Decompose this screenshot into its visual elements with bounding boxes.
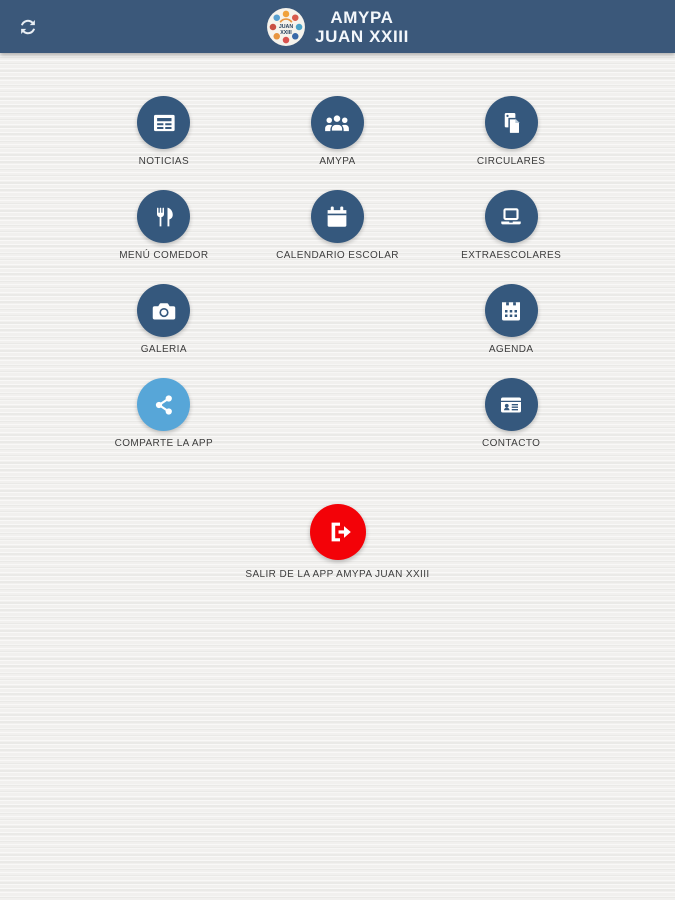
calendar-icon: [322, 202, 352, 232]
sign-out-icon: [322, 516, 354, 548]
menu-item-label: AGENDA: [488, 344, 534, 355]
contacto-circle[interactable]: [485, 378, 538, 431]
menu-item-comparte-la-app[interactable]: [77, 378, 251, 472]
sync-icon: [17, 16, 39, 38]
menu-item-agenda[interactable]: [424, 284, 598, 378]
menu-item-extraescolares[interactable]: [424, 190, 598, 284]
extraescolares-circle[interactable]: [485, 190, 538, 243]
galeria-circle[interactable]: [137, 284, 190, 337]
laptop-icon: [496, 202, 526, 232]
menu-cell-empty: [251, 378, 425, 472]
title-group: [266, 7, 409, 47]
menu-item-calendario-escolar[interactable]: [251, 190, 425, 284]
menu-item-noticias[interactable]: [77, 96, 251, 190]
menu-item-menu-comedor[interactable]: [77, 190, 251, 284]
amypa-circle[interactable]: [311, 96, 364, 149]
menu-item-label: GALERIA: [140, 344, 187, 355]
menu-cell-empty: [251, 284, 425, 378]
menu-item-label: CONTACTO: [481, 438, 541, 449]
exit-app-button[interactable]: [310, 504, 366, 560]
camera-icon: [149, 296, 179, 326]
noticias-circle[interactable]: [137, 96, 190, 149]
menu-item-label: NOTICIAS: [138, 156, 190, 167]
calendario-escolar-circle[interactable]: [311, 190, 364, 243]
comparte-la-app-circle[interactable]: [137, 378, 190, 431]
calendar-grid-icon: [496, 296, 526, 326]
people-icon: [322, 108, 352, 138]
exit-app-label: SALIR DE LA APP AMYPA JUAN XXIII: [245, 569, 430, 580]
menu-comedor-circle[interactable]: [137, 190, 190, 243]
menu-item-label: MENÚ COMEDOR: [119, 250, 209, 261]
svg-text:JUAN: JUAN: [278, 23, 294, 30]
menu-grid: [77, 96, 598, 472]
menu-item-galeria[interactable]: [77, 284, 251, 378]
menu-item-amypa[interactable]: [251, 96, 425, 190]
menu-item-contacto[interactable]: [424, 378, 598, 472]
page-title: [315, 8, 409, 46]
circulares-circle[interactable]: [485, 96, 538, 149]
menu-item-label: CIRCULARES: [476, 156, 546, 167]
contact-card-icon: [496, 390, 526, 420]
cutlery-icon: [149, 202, 179, 232]
menu-item-label: COMPARTE LA APP: [114, 438, 214, 449]
menu-item-circulares[interactable]: [424, 96, 598, 190]
refresh-button[interactable]: [13, 12, 43, 42]
app-logo: [266, 7, 306, 47]
svg-text:XXIII: XXIII: [280, 29, 292, 36]
menu-item-label: AMYPA: [319, 156, 356, 167]
agenda-circle[interactable]: [485, 284, 538, 337]
newspaper-icon: [149, 108, 179, 138]
share-icon: [149, 390, 179, 420]
app-header: [0, 0, 675, 53]
menu-item-label: EXTRAESCOLARES: [461, 250, 562, 261]
documents-icon: [496, 108, 526, 138]
menu-item-label: CALENDARIO ESCOLAR: [276, 250, 399, 261]
page-title-line2: JUAN XXIII: [315, 26, 409, 46]
page-title-line1: AMYPA: [330, 7, 394, 27]
exit-section: [0, 504, 675, 580]
